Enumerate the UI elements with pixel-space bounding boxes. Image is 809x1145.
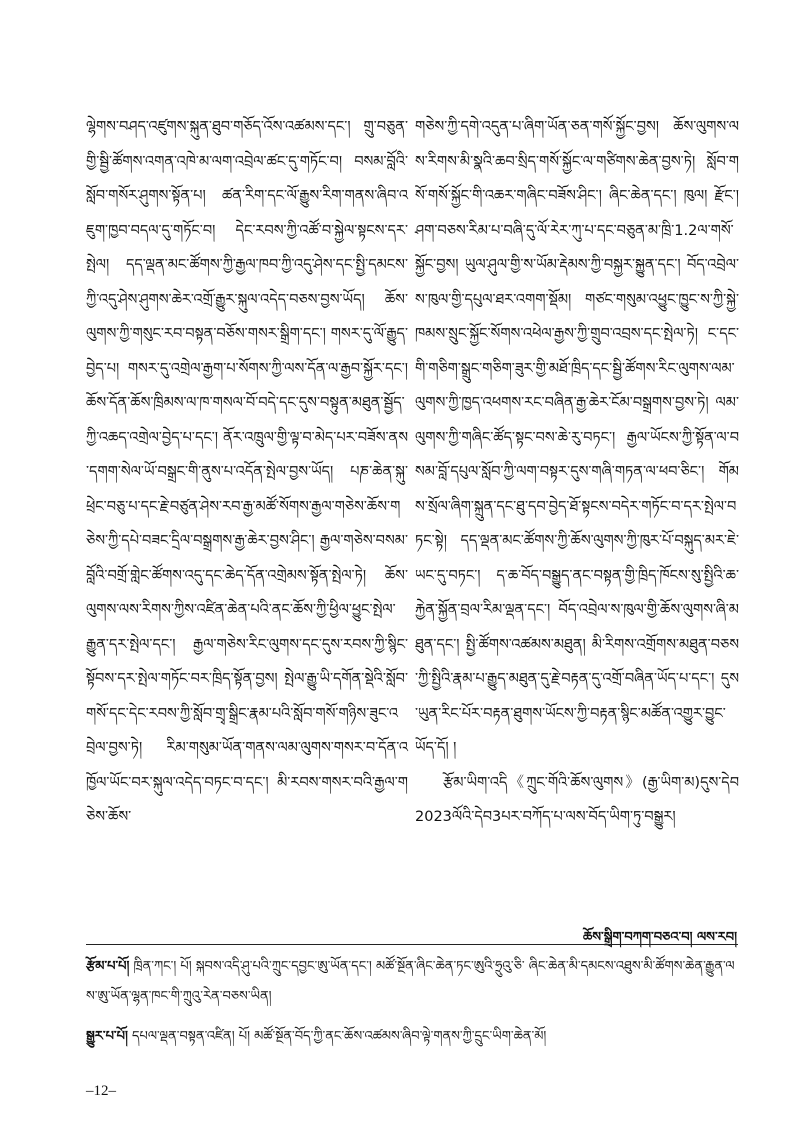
footnote-translator: [86, 1022, 738, 1052]
section-title: ཆོས་སྒྲིག་བཀག་བཅའ་བ། ལས་རབ།: [582, 930, 737, 945]
footnote-label: རྩོམ་པ་པོ།: [86, 959, 130, 974]
footnote-text: ཁྲིན་ཀང་། པོ། སྐབས་འདི་ཤུ་པའི་ཀྲུང་དབྱང་ཨུ་ཡོན་དང་། མཚོ་སྔོན་ཞིང་ཆེན་ཏང་ཨུའི་ཧྲུའུ་ཅི་ ཞིང་ཆེན་མི་དམངས་འཐུས་མི་ཚོགས་ཆེན་རྒྱུན་ལས་ཨུ་ཡོན་ལྷན་ཁང་གི་ཀྲུའུ་རེན་བཅས་ཡིན།: [86, 959, 735, 1004]
footnote-label: སྒྱུར་པ་པོ།: [86, 1029, 128, 1044]
body-paragraph: ལྷེགས་བཤད་འཛུགས་སྐུན་ཐུབ་གཅོད་འོས་འཚམས་དང་། གྲུ་བཅུན་གྱི་སྦྱི་ཚོགས་འགན་འཁེ་མ་ལག་འབྲེལ་ཚང་དུ་གཏོང་བ། བསམ་བློའི་སློབ་གསོར་ཤུགས་སྟོན་པ། ཚན་རིག་དང་ལོ་རྒྱུས་རིག་གནས་ཞིབ་འཇུག་ཁྱབ་བདལ་དུ་གཏོང་བ། དེང་རབས་ཀྱི་འཚོ་བ་སྐྱེལ་སྟངས་དར་སྤེལ། དད་ལྡན་མང་ཚོགས་ཀྱི་རྒྱལ་ཁབ་ཀྱི་འདུ་ཤེས་དང་སྤྱི་དམངས་ཀྱི་འདུ་ཤེས་ཤུགས་ཆེར་འགྲོ་རྒྱུར་སྐུལ་འདེད་བཅས་བྱས་ཡོད། ཆོས་ལུགས་ཀྱི་གསུང་རབ་བསྟན་བཅོས་གསར་སྒྲིག་དང་། གསར་དུ་ལོ་རྒྱུད་བྱེད་པ། གསར་དུ་འགྲེལ་རྒྱག་པ་སོགས་ཀྱི་ལས་དོན་ལ་རྒྱབ་སྐྱོར་དང་། ཆོས་དོན་ཆོས་ཁྲིམས་ལ་ཁ་གསལ་བོ་བདེ་དང་དུས་བསྟུན་མཐུན་སྦྱོད་ཀྱི་འཆད་འགྲེལ་བྱེད་པ་དང་། ནོར་འཁྲུལ་གྱི་ལྟ་བ་མེད་པར་བཟོས་ནས་དགག་སེལ་ཡོ་བསྒྲང་གི་ནུས་པ་འདོན་སྤེལ་བྱས་ཡོད། པཎ་ཆེན་སྐུ་ཕྲེང་བཅུ་པ་དང་རྗེ་བཙུན་ཤེས་རབ་རྒྱ་མཚོ་སོགས་རྒྱལ་གཅེས་ཆོས་གཅེས་ཀྱི་དཔེ་བཟང་དྲིལ་བསྒྲགས་རྒྱ་ཆེར་བྱས་ཤིང་། རྒྱལ་གཅེས་བསམ་བློའི་བགྲོ་གླེང་ཚོགས་འདུ་དང་ཆེད་དོན་འགྲེམས་སྟོན་སྤེལ་ཏེ། ཆོས་ལུགས་ལས་རིགས་ཀྱིས་འཛིན་ཆེན་པའི་ནང་ཆོས་ཀྱི་ཕྱིལ་ཕྱུང་སྤེལ་རྒྱུན་དར་སྤེལ་དང་། རྒྱལ་གཅེས་རིང་ལུགས་དང་དུས་རབས་ཀྱི་སྙིང་སྟོབས་དར་སྤེལ་གཏོང་བར་ཁྲིད་སྟོན་བྱས། སྤེལ་རྒྱུ་ཡི་དགོན་སྡེའི་སློབ་གསོ་དང་དེང་རབས་ཀྱི་སློབ་གྲྭ་སྒྲིང་རྣམ་པའི་སློབ་གསོ་གཉིས་ཟུང་འབྲེལ་བྱས་ཏེ། རིམ་གསུམ་ཡོན་གནས་ལམ་ལུགས་གསར་བ་དོན་འཁྱོལ་ཡོང་བར་སྐུལ་འདེད་བཏང་བ་དང་། མི་རབས་གསར་བའི་རྒྱལ་གཅེས་ཆོས་: [86, 119, 408, 825]
footnotes: [86, 952, 738, 1062]
body-paragraph: གཅེས་ཀྱི་དགེ་འདུན་པ་ཞིག་ཡོན་ཅན་གསོ་སྐྱོང་བྱས། ཆོས་ལུགས་ལས་རིགས་མི་སྣའི་ཆབ་སྲིད་གསོ་སྐྱོང་ལ་གཙིགས་ཆེན་བྱས་ཏེ། སློབ་གསོ་གསོ་སྐྱོང་གི་འཆར་གཞིང་བཟོས་ཤིང་། ཞིང་ཆེན་དང་། ཁུལ། རྫོང་། ཤག་བཅས་རིམ་པ་བཞི་དུ་ལོ་རེར་ཀུ་པ་དང་བཅུན་མ་ཁྲི་1.2ལ་གསོ་སྐྱོང་བྱས། ཡུལ་ཤུལ་གྱི་ས་ཡོམ་རྡེམས་ཀྱི་བསྐྱར་སྐྱུན་དང་། བོད་འབྲེལ་ས་ཁུལ་གྱི་དཔུལ་ཐར་འགག་སྡོམ། གཙང་གསུམ་འཕྱུང་ཁྱུང་ས་ཀྱི་སྐྱེ་ཁམས་སྲུང་སྐྱོང་སོགས་འཕེལ་རྒྱས་ཀྱི་གྲུབ་འབྲས་དང་སྤེལ་ཏེ། ང་དང་གི་གཅིག་སྒྲུང་གཅིག་ཟུར་གྱི་མཐོ་ཁྲིད་དང་སྦྱི་ཚོགས་རིང་ལུགས་ལམ་ལུགས་ཀྱི་ཁྱད་འཕགས་རང་བཞིན་རྒྱ་ཆེར་ངོམ་བསྒྲགས་བྱས་ཏེ། ལམ་ལུགས་ཀྱི་གཞིང་ཚོད་སྟང་བས་ཆེ་རུ་བཏང་། རྒྱལ་ཡོངས་ཀྱི་སྟོན་ལ་བསམ་བློ་དཔུལ་སློབ་ཀྱི་ལག་བསྟར་དུས་གཞི་གཏན་ལ་ཕབ་ཅིང་། གོམས་སྲོལ་ཞིག་སྐྲུན་དང་ཐུ་དབ་བྱེད་ཐོ་སྟངས་བདེར་གཏོང་བ་དར་སྤེལ་བཏང་སྟེ། དད་ལྡན་མང་ཚོགས་ཀྱི་ཆོས་ལུགས་ཀྱི་ཁུར་པོ་བསྐུད་མར་ཇེ་ཡང་དུ་བཏང་། ད་ཆ་བོད་བསྒྱུད་ནང་བསྟན་གྱི་ཁྲིད་ཁོངས་སུ་སྤྱིའི་ཆ་རྐྱེན་སྐྱོན་བྲལ་རིམ་ལྡན་དང་། བོད་འབྲེལ་ས་ཁུལ་གྱི་ཆོས་ལུགས་ཞི་མཐུན་དང་། སྤྱི་ཚོགས་འཚམས་མཐུན། མི་རིགས་འགྲོགས་མཐུན་བཅས་ཀྱི་སྤྱིའི་རྣམ་པ་རྒྱུད་མཐུན་དུ་རྗེ་བརྟན་དུ་འགྲོ་བཞིན་ཡོད་པ་དང་། དུས་ཡུན་རིང་པོར་བརྟན་ཐུགས་ཡོངས་ཀྱི་བརྟན་སྙིང་མཚོན་འགྱུར་བྱུང་ཡོད་དོ། །: [415, 119, 739, 756]
source-note: རྩོམ་ཡིག་འདི《ཀྲུང་གོའི་ཆོས་ལུགས》(རྒྱ་ཡིག་མ)དུས་དེབ2023ལོའི་དེབ3པར་བཀོད་པ་ལས་བོད་ཡིག་ཏུ་བསྒྱུར།: [415, 774, 739, 825]
page-number: –12–: [86, 1083, 116, 1099]
text-column-left: [86, 110, 408, 835]
footnote-text: དཔལ་ལྡན་བསྟན་འཛིན། པོ། མཚོ་སྔོན་བོད་ཀྱི་ནང་ཆོས་འཚམས་ཞིབ་ལྟེ་གནས་ཀྱི་དྲུང་ཡིག་ཆེན་མོ།: [127, 1029, 547, 1044]
footnote-divider: [86, 944, 738, 945]
footnote-author: [86, 952, 738, 1012]
text-column-right: [415, 110, 739, 835]
